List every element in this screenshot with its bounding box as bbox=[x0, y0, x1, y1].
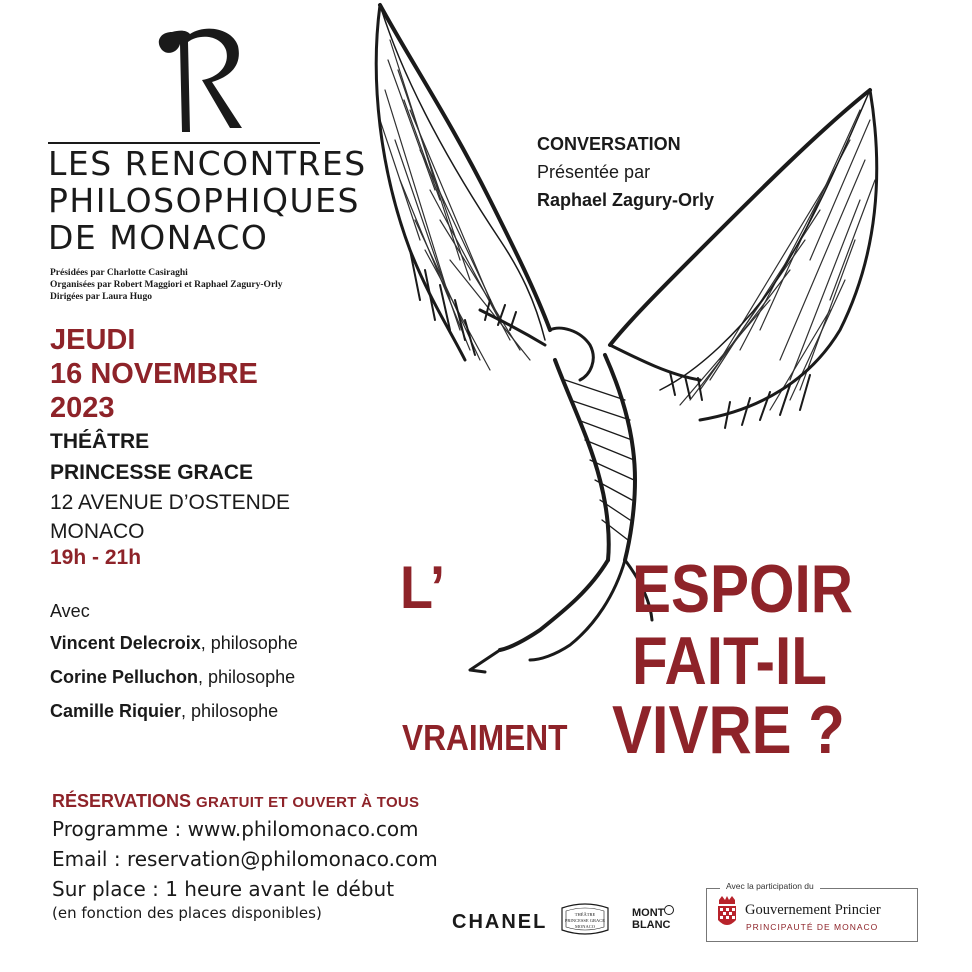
sponsor-chanel-logo: CHANEL bbox=[452, 911, 548, 933]
credit-organizers: Organisées par Robert Maggiori et Raphael Zagury-Orly bbox=[50, 280, 283, 290]
event-date: 16 NOVEMBRE bbox=[50, 358, 258, 390]
logo-monogram bbox=[150, 22, 250, 142]
sponsor-theatre-logo bbox=[558, 900, 612, 938]
speaker-item: Vincent Delecroix, philosophe bbox=[50, 633, 298, 653]
venue-address: 12 AVENUE D’OSTENDE bbox=[50, 491, 291, 514]
conversation-presented-by: Présentée par bbox=[537, 162, 651, 182]
speaker-item: Corine Pelluchon, philosophe bbox=[50, 667, 296, 687]
speaker-item: Camille Riquier, philosophe bbox=[50, 701, 279, 721]
theatre-logo-line1: THÉÂTRE bbox=[574, 912, 596, 917]
monaco-crest-icon bbox=[714, 896, 740, 932]
government-partner-name: Gouvernement Princier bbox=[745, 902, 881, 918]
logo-line-1: LES RENCONTRES bbox=[48, 144, 367, 183]
speakers-intro: Avec bbox=[50, 601, 90, 621]
venue-name-line1: THÉÂTRE bbox=[50, 430, 150, 453]
credit-director: Dirigées par Laura Hugo bbox=[50, 292, 152, 302]
conversation-type: CONVERSATION bbox=[537, 134, 681, 154]
reservations-note: (en fonction des places disponibles) bbox=[52, 904, 322, 922]
title-part-espoir: ESPOIR bbox=[632, 551, 853, 627]
logo-line-2: PHILOSOPHIQUES bbox=[48, 181, 360, 220]
reservations-email-link[interactable]: Email : reservation@philomonaco.com bbox=[52, 847, 438, 871]
title-part-l: L’ bbox=[400, 554, 446, 621]
event-day: JEUDI bbox=[50, 324, 136, 356]
sponsor-montblanc-logo: MONT BLANC bbox=[632, 907, 671, 931]
reservations-programme-link[interactable]: Programme : www.philomonaco.com bbox=[52, 817, 419, 841]
title-part-fait-il: FAIT-IL bbox=[632, 623, 827, 699]
event-time: 19h - 21h bbox=[50, 546, 142, 569]
credit-president: Présidées par Charlotte Casiraghi bbox=[50, 268, 188, 278]
government-partner-subtitle: PRINCIPAUTÉ DE MONACO bbox=[746, 922, 879, 932]
montblanc-star-icon bbox=[664, 905, 674, 915]
event-year: 2023 bbox=[50, 392, 115, 424]
title-part-vraiment: VRAIMENT bbox=[402, 717, 568, 758]
title-part-vivre: VIVRE ? bbox=[612, 692, 845, 768]
theatre-logo-line2: PRINCESSE GRACE bbox=[564, 918, 606, 923]
logo-line-3: DE MONACO bbox=[48, 218, 269, 257]
reservations-heading: RÉSERVATIONS GRATUIT ET OUVERT À TOUS bbox=[52, 791, 420, 811]
government-partner-caption: Avec la participation du bbox=[720, 881, 820, 891]
venue-name-line2: PRINCESSE GRACE bbox=[50, 461, 254, 484]
conversation-presenter: Raphael Zagury-Orly bbox=[537, 190, 715, 210]
theatre-logo-line3: MONACO bbox=[574, 924, 596, 929]
reservations-onsite: Sur place : 1 heure avant le début bbox=[52, 877, 395, 901]
venue-city: MONACO bbox=[50, 520, 145, 543]
